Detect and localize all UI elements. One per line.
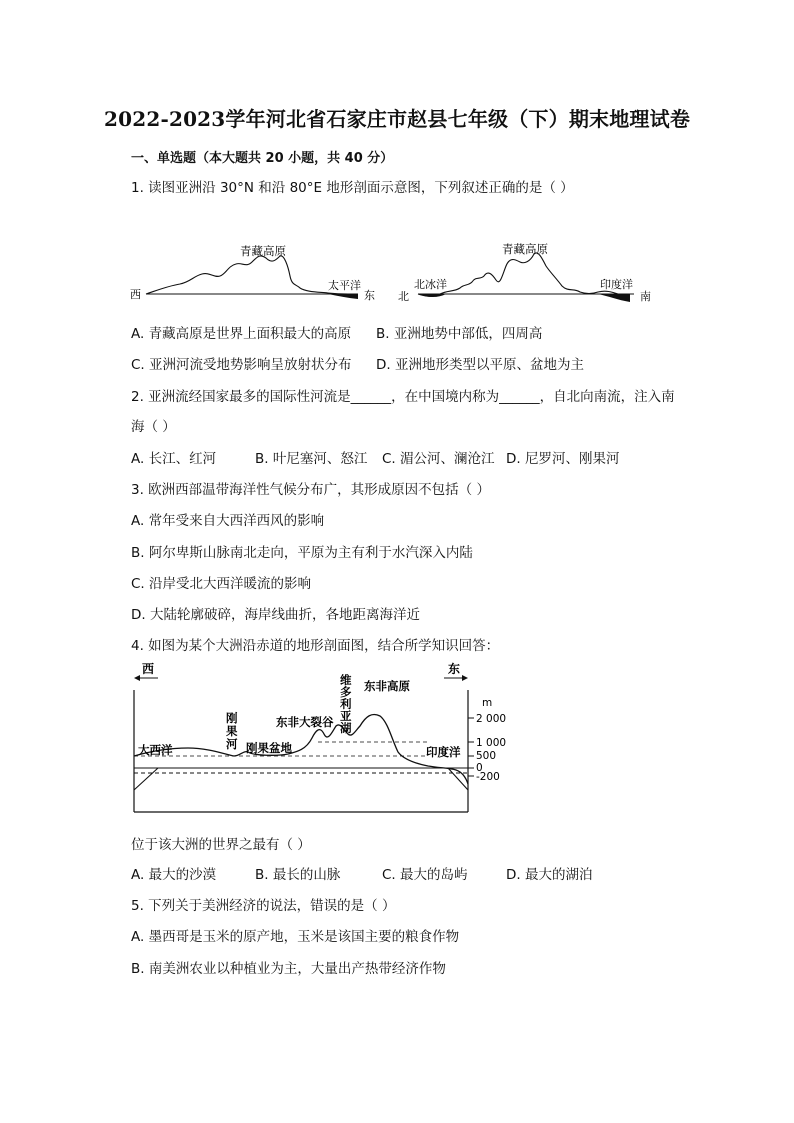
q1-west-label: 西 bbox=[130, 288, 141, 301]
page-title: 2022-2023学年河北省石家庄市赵县七年级（下）期末地理试卷 bbox=[103, 107, 691, 131]
q1-south-label: 南 bbox=[640, 290, 651, 303]
q4-river-char-2: 果 bbox=[226, 724, 238, 738]
profile-80e bbox=[398, 242, 651, 303]
q4-tick-0: 0 bbox=[476, 762, 483, 774]
q1-right-peak-label: 青藏高原 bbox=[502, 242, 548, 256]
q4-tick-1000: 1 000 bbox=[476, 737, 507, 749]
q4-option-a[interactable]: A. 最大的沙漠 bbox=[131, 867, 217, 883]
q4-plateau-label: 东非高原 bbox=[364, 679, 410, 693]
q4-lake-char-1: 维 bbox=[340, 673, 352, 687]
q3-option-c[interactable]: C. 沿岸受北大西洋暖流的影响 bbox=[131, 576, 312, 592]
q5-option-a[interactable]: A. 墨西哥是玉米的原产地，玉米是该国主要的粮食作物 bbox=[131, 929, 460, 945]
q3-option-b[interactable]: B. 阿尔卑斯山脉南北走向，平原为主有利于水汽深入内陆 bbox=[131, 545, 473, 561]
q4-tick-minus200: -200 bbox=[476, 771, 500, 783]
q2-option-c[interactable]: C. 湄公河、澜沧江 bbox=[382, 451, 495, 467]
q4-lake-char-5: 湖 bbox=[340, 721, 352, 735]
q4-rift-label: 东非大裂谷 bbox=[276, 715, 334, 729]
q3-stem: 3. 欧洲西部温带海洋性气候分布广，其形成原因不包括（ ） bbox=[131, 482, 490, 498]
q1-pacific-label: 太平洋 bbox=[328, 279, 361, 292]
q2-stem-line1: 2. 亚洲流经国家最多的国际性河流是______，在中国境内称为______，自北向南流，注入南 bbox=[131, 389, 675, 405]
q4-stem: 4. 如图为某个大洲沿赤道的地形剖面图，结合所学知识回答： bbox=[131, 638, 500, 654]
q2-option-a[interactable]: A. 长江、红河 bbox=[131, 451, 217, 467]
q1-stem: 1. 读图亚洲沿 30°N 和沿 80°E 地形剖面示意图，下列叙述正确的是（ ） bbox=[131, 180, 574, 196]
q3-option-d[interactable]: D. 大陆轮廓破碎，海岸线曲折，各地距离海洋近 bbox=[131, 607, 420, 623]
q1-option-a[interactable]: A. 青藏高原是世界上面积最大的高原 bbox=[131, 326, 352, 342]
q2-option-b[interactable]: B. 叶尼塞河、怒江 bbox=[255, 451, 368, 467]
q4-indian-label: 印度洋 bbox=[426, 745, 461, 759]
q5-stem: 5. 下列关于美洲经济的说法，错误的是（ ） bbox=[131, 898, 396, 914]
q1-left-peak-label: 青藏高原 bbox=[240, 244, 286, 258]
q4-tick-500: 500 bbox=[476, 750, 497, 762]
q1-indian-label: 印度洋 bbox=[600, 278, 633, 291]
q3-option-a[interactable]: A. 常年受来自大西洋西风的影响 bbox=[131, 513, 325, 529]
q4-option-b[interactable]: B. 最长的山脉 bbox=[255, 867, 341, 883]
q4-river-char-1: 刚 bbox=[226, 711, 238, 725]
q4-option-c[interactable]: C. 最大的岛屿 bbox=[382, 867, 468, 883]
q4-river-char-3: 河 bbox=[226, 737, 238, 751]
profile-30n bbox=[130, 244, 375, 302]
q4-east-label: 东 bbox=[448, 662, 461, 676]
q2-stem-line2: 海（ ） bbox=[131, 419, 176, 435]
section-heading: 一、单选题（本大题共 20 小题，共 40 分） bbox=[131, 151, 394, 166]
q1-option-b[interactable]: B. 亚洲地势中部低，四周高 bbox=[376, 326, 543, 342]
q2-option-d[interactable]: D. 尼罗河、刚果河 bbox=[506, 451, 620, 467]
q1-option-c[interactable]: C. 亚洲河流受地势影响呈放射状分布 bbox=[131, 357, 352, 373]
q4-atlantic-label: 大西洋 bbox=[138, 743, 173, 757]
q1-east-label: 东 bbox=[364, 289, 375, 302]
q4-lake-char-2: 多 bbox=[340, 685, 352, 699]
q4-west-label: 西 bbox=[142, 662, 155, 676]
q1-north-label: 北 bbox=[398, 290, 409, 303]
q4-tick-2000: 2 000 bbox=[476, 713, 507, 725]
q4-lake-char-4: 亚 bbox=[340, 709, 352, 723]
q4-equator-profile bbox=[128, 660, 508, 820]
q1-profile-diagrams bbox=[128, 236, 658, 308]
q1-option-d[interactable]: D. 亚洲地形类型以平原、盆地为主 bbox=[376, 357, 584, 373]
q5-option-b[interactable]: B. 南美洲农业以种植业为主，大量出产热带经济作物 bbox=[131, 961, 446, 977]
q4-unit-label: m bbox=[482, 697, 493, 709]
q1-arctic-label: 北冰洋 bbox=[414, 278, 447, 291]
q4-basin-label: 刚果盆地 bbox=[246, 741, 292, 755]
q4-question: 位于该大洲的世界之最有（ ） bbox=[131, 837, 311, 853]
q4-lake-char-3: 利 bbox=[340, 697, 352, 711]
q4-option-d[interactable]: D. 最大的湖泊 bbox=[506, 867, 593, 883]
